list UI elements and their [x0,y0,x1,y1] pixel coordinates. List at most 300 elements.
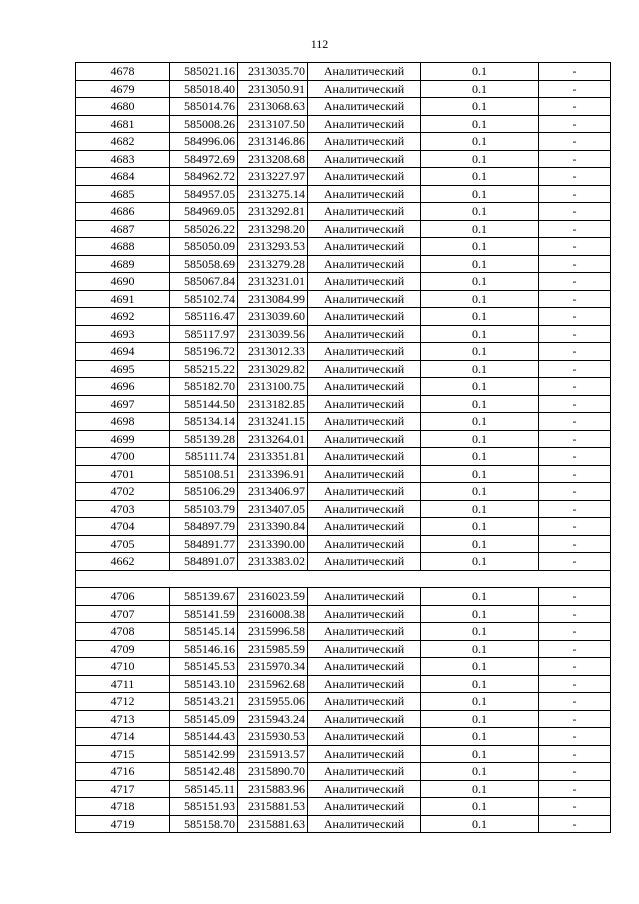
note-cell: - [539,255,611,273]
y-coordinate-cell: 2315970.34 [238,658,308,676]
note-cell: - [539,325,611,343]
accuracy-cell: 0.1 [421,745,539,763]
coordinates-table [75,62,611,833]
y-coordinate-cell: 2315996.58 [238,623,308,641]
table-row [76,290,611,308]
table-row [76,378,611,396]
accuracy-cell: 0.1 [421,693,539,711]
x-coordinate-cell: 585142.99 [170,745,238,763]
table-row [76,465,611,483]
x-coordinate-cell: 584972.69 [170,150,238,168]
x-coordinate-cell: 585058.69 [170,255,238,273]
x-coordinate-cell: 585139.28 [170,430,238,448]
table-row [76,483,611,501]
x-coordinate-cell: 585111.74 [170,448,238,466]
y-coordinate-cell: 2313227.97 [238,168,308,186]
method-cell: Аналитический [308,255,421,273]
y-coordinate-cell: 2313068.63 [238,98,308,116]
method-cell: Аналитический [308,588,421,606]
y-coordinate-cell: 2315985.59 [238,640,308,658]
point-id-cell: 4701 [76,465,170,483]
note-cell: - [539,115,611,133]
point-id-cell: 4711 [76,675,170,693]
method-cell: Аналитический [308,115,421,133]
table-row [76,255,611,273]
method-cell: Аналитический [308,378,421,396]
note-cell: - [539,780,611,798]
x-coordinate-cell: 585067.84 [170,273,238,291]
y-coordinate-cell: 2313279.28 [238,255,308,273]
note-cell: - [539,63,611,81]
method-cell: Аналитический [308,763,421,781]
point-id-cell: 4699 [76,430,170,448]
table-row [76,815,611,833]
table-row [76,115,611,133]
accuracy-cell: 0.1 [421,448,539,466]
point-id-cell: 4707 [76,605,170,623]
point-id-cell: 4688 [76,238,170,256]
method-cell: Аналитический [308,185,421,203]
accuracy-cell: 0.1 [421,588,539,606]
method-cell: Аналитический [308,80,421,98]
y-coordinate-cell: 2313293.53 [238,238,308,256]
x-coordinate-cell: 585018.40 [170,80,238,98]
y-coordinate-cell: 2313084.99 [238,290,308,308]
method-cell: Аналитический [308,693,421,711]
accuracy-cell: 0.1 [421,80,539,98]
x-coordinate-cell: 585102.74 [170,290,238,308]
method-cell: Аналитический [308,448,421,466]
note-cell: - [539,203,611,221]
y-coordinate-cell: 2313407.05 [238,500,308,518]
accuracy-cell: 0.1 [421,255,539,273]
x-coordinate-cell: 585145.14 [170,623,238,641]
y-coordinate-cell: 2313208.68 [238,150,308,168]
y-coordinate-cell: 2313107.50 [238,115,308,133]
y-coordinate-cell: 2315890.70 [238,763,308,781]
x-coordinate-cell: 584891.07 [170,553,238,571]
table-row [76,238,611,256]
point-id-cell: 4718 [76,798,170,816]
table-row [76,395,611,413]
point-id-cell: 4687 [76,220,170,238]
note-cell: - [539,465,611,483]
table-row [76,780,611,798]
accuracy-cell: 0.1 [421,518,539,536]
x-coordinate-cell: 585008.26 [170,115,238,133]
note-cell: - [539,518,611,536]
accuracy-cell: 0.1 [421,675,539,693]
y-coordinate-cell: 2313182.85 [238,395,308,413]
x-coordinate-cell: 585116.47 [170,308,238,326]
point-id-cell: 4713 [76,710,170,728]
method-cell: Аналитический [308,395,421,413]
note-cell: - [539,133,611,151]
table-row [76,273,611,291]
note-cell: - [539,605,611,623]
table-row [76,150,611,168]
table-row [76,63,611,81]
method-cell: Аналитический [308,535,421,553]
table-row [76,553,611,571]
table-row [76,308,611,326]
note-cell: - [539,535,611,553]
x-coordinate-cell: 584891.77 [170,535,238,553]
table-row [76,588,611,606]
note-cell: - [539,553,611,571]
point-id-cell: 4700 [76,448,170,466]
accuracy-cell: 0.1 [421,115,539,133]
x-coordinate-cell: 585151.93 [170,798,238,816]
method-cell: Аналитический [308,623,421,641]
note-cell: - [539,728,611,746]
point-id-cell: 4689 [76,255,170,273]
x-coordinate-cell: 584996.06 [170,133,238,151]
x-coordinate-cell: 585158.70 [170,815,238,833]
x-coordinate-cell: 585142.48 [170,763,238,781]
accuracy-cell: 0.1 [421,413,539,431]
accuracy-cell: 0.1 [421,273,539,291]
accuracy-cell: 0.1 [421,815,539,833]
note-cell: - [539,273,611,291]
note-cell: - [539,395,611,413]
x-coordinate-cell: 584969.05 [170,203,238,221]
point-id-cell: 4706 [76,588,170,606]
x-coordinate-cell: 585021.16 [170,63,238,81]
y-coordinate-cell: 2313100.75 [238,378,308,396]
method-cell: Аналитический [308,465,421,483]
x-coordinate-cell: 585106.29 [170,483,238,501]
table-row [76,745,611,763]
x-coordinate-cell: 584962.72 [170,168,238,186]
method-cell: Аналитический [308,518,421,536]
table-row [76,203,611,221]
method-cell: Аналитический [308,203,421,221]
coordinates-table-body [76,63,611,833]
accuracy-cell: 0.1 [421,360,539,378]
point-id-cell: 4712 [76,693,170,711]
y-coordinate-cell: 2313231.01 [238,273,308,291]
point-id-cell: 4719 [76,815,170,833]
x-coordinate-cell: 585050.09 [170,238,238,256]
method-cell: Аналитический [308,710,421,728]
x-coordinate-cell: 585196.72 [170,343,238,361]
accuracy-cell: 0.1 [421,465,539,483]
table-row [76,658,611,676]
point-id-cell: 4662 [76,553,170,571]
point-id-cell: 4710 [76,658,170,676]
x-coordinate-cell: 585108.51 [170,465,238,483]
method-cell: Аналитический [308,640,421,658]
x-coordinate-cell: 585143.21 [170,693,238,711]
y-coordinate-cell: 2316008.38 [238,605,308,623]
y-coordinate-cell: 2315883.96 [238,780,308,798]
note-cell: - [539,80,611,98]
accuracy-cell: 0.1 [421,780,539,798]
y-coordinate-cell: 2313275.14 [238,185,308,203]
note-cell: - [539,658,611,676]
method-cell: Аналитический [308,133,421,151]
method-cell: Аналитический [308,658,421,676]
y-coordinate-cell: 2316023.59 [238,588,308,606]
table-row [76,343,611,361]
y-coordinate-cell: 2313396.91 [238,465,308,483]
table-row [76,693,611,711]
point-id-cell: 4704 [76,518,170,536]
x-coordinate-cell: 585026.22 [170,220,238,238]
note-cell: - [539,360,611,378]
method-cell: Аналитический [308,290,421,308]
y-coordinate-cell: 2313351.81 [238,448,308,466]
table-row [76,798,611,816]
method-cell: Аналитический [308,675,421,693]
y-coordinate-cell: 2313146.86 [238,133,308,151]
method-cell: Аналитический [308,325,421,343]
method-cell: Аналитический [308,500,421,518]
y-coordinate-cell: 2313241.15 [238,413,308,431]
accuracy-cell: 0.1 [421,710,539,728]
point-id-cell: 4693 [76,325,170,343]
accuracy-cell: 0.1 [421,798,539,816]
table-row [76,675,611,693]
point-id-cell: 4714 [76,728,170,746]
point-id-cell: 4680 [76,98,170,116]
accuracy-cell: 0.1 [421,640,539,658]
table-row [76,220,611,238]
page-number: 112 [310,37,329,51]
method-cell: Аналитический [308,745,421,763]
point-id-cell: 4690 [76,273,170,291]
method-cell: Аналитический [308,605,421,623]
note-cell: - [539,640,611,658]
accuracy-cell: 0.1 [421,290,539,308]
method-cell: Аналитический [308,815,421,833]
point-id-cell: 4679 [76,80,170,98]
point-id-cell: 4697 [76,395,170,413]
y-coordinate-cell: 2313050.91 [238,80,308,98]
point-id-cell: 4692 [76,308,170,326]
y-coordinate-cell: 2315962.68 [238,675,308,693]
accuracy-cell: 0.1 [421,325,539,343]
table-row [76,448,611,466]
table-row [76,623,611,641]
method-cell: Аналитический [308,553,421,571]
table-row [76,640,611,658]
accuracy-cell: 0.1 [421,220,539,238]
section-separator-cell [76,570,611,588]
y-coordinate-cell: 2313039.56 [238,325,308,343]
accuracy-cell: 0.1 [421,763,539,781]
x-coordinate-cell: 585146.16 [170,640,238,658]
x-coordinate-cell: 584957.05 [170,185,238,203]
method-cell: Аналитический [308,63,421,81]
note-cell: - [539,483,611,501]
accuracy-cell: 0.1 [421,168,539,186]
y-coordinate-cell: 2315955.06 [238,693,308,711]
note-cell: - [539,378,611,396]
point-id-cell: 4702 [76,483,170,501]
accuracy-cell: 0.1 [421,133,539,151]
point-id-cell: 4698 [76,413,170,431]
note-cell: - [539,185,611,203]
x-coordinate-cell: 585143.10 [170,675,238,693]
accuracy-cell: 0.1 [421,535,539,553]
y-coordinate-cell: 2313039.60 [238,308,308,326]
point-id-cell: 4708 [76,623,170,641]
accuracy-cell: 0.1 [421,605,539,623]
accuracy-cell: 0.1 [421,185,539,203]
y-coordinate-cell: 2313390.84 [238,518,308,536]
point-id-cell: 4683 [76,150,170,168]
accuracy-cell: 0.1 [421,238,539,256]
note-cell: - [539,710,611,728]
x-coordinate-cell: 585139.67 [170,588,238,606]
accuracy-cell: 0.1 [421,63,539,81]
table-row [76,185,611,203]
x-coordinate-cell: 585141.59 [170,605,238,623]
table-row [76,325,611,343]
y-coordinate-cell: 2315913.57 [238,745,308,763]
point-id-cell: 4705 [76,535,170,553]
note-cell: - [539,220,611,238]
table-row [76,763,611,781]
method-cell: Аналитический [308,150,421,168]
method-cell: Аналитический [308,780,421,798]
method-cell: Аналитический [308,238,421,256]
point-id-cell: 4694 [76,343,170,361]
accuracy-cell: 0.1 [421,658,539,676]
y-coordinate-cell: 2315930.53 [238,728,308,746]
y-coordinate-cell: 2313264.01 [238,430,308,448]
x-coordinate-cell: 585103.79 [170,500,238,518]
note-cell: - [539,675,611,693]
y-coordinate-cell: 2313298.20 [238,220,308,238]
x-coordinate-cell: 584897.79 [170,518,238,536]
note-cell: - [539,150,611,168]
point-id-cell: 4678 [76,63,170,81]
table-row [76,518,611,536]
point-id-cell: 4715 [76,745,170,763]
table-row [76,535,611,553]
x-coordinate-cell: 585182.70 [170,378,238,396]
point-id-cell: 4696 [76,378,170,396]
note-cell: - [539,588,611,606]
y-coordinate-cell: 2313029.82 [238,360,308,378]
x-coordinate-cell: 585145.09 [170,710,238,728]
y-coordinate-cell: 2315881.63 [238,815,308,833]
method-cell: Аналитический [308,430,421,448]
x-coordinate-cell: 585145.11 [170,780,238,798]
note-cell: - [539,745,611,763]
table-row [76,430,611,448]
note-cell: - [539,623,611,641]
note-cell: - [539,815,611,833]
note-cell: - [539,430,611,448]
accuracy-cell: 0.1 [421,483,539,501]
accuracy-cell: 0.1 [421,553,539,571]
x-coordinate-cell: 585134.14 [170,413,238,431]
accuracy-cell: 0.1 [421,203,539,221]
table-row [76,98,611,116]
y-coordinate-cell: 2313390.00 [238,535,308,553]
x-coordinate-cell: 585215.22 [170,360,238,378]
point-id-cell: 4716 [76,763,170,781]
point-id-cell: 4703 [76,500,170,518]
table-row [76,413,611,431]
y-coordinate-cell: 2313383.02 [238,553,308,571]
method-cell: Аналитический [308,273,421,291]
accuracy-cell: 0.1 [421,395,539,413]
point-id-cell: 4717 [76,780,170,798]
method-cell: Аналитический [308,220,421,238]
table-row [76,80,611,98]
accuracy-cell: 0.1 [421,500,539,518]
note-cell: - [539,763,611,781]
point-id-cell: 4695 [76,360,170,378]
method-cell: Аналитический [308,168,421,186]
table-row [76,728,611,746]
accuracy-cell: 0.1 [421,378,539,396]
accuracy-cell: 0.1 [421,728,539,746]
accuracy-cell: 0.1 [421,150,539,168]
point-id-cell: 4686 [76,203,170,221]
table-row [76,710,611,728]
y-coordinate-cell: 2315943.24 [238,710,308,728]
y-coordinate-cell: 2313292.81 [238,203,308,221]
y-coordinate-cell: 2313406.97 [238,483,308,501]
method-cell: Аналитический [308,728,421,746]
table-row [76,168,611,186]
method-cell: Аналитический [308,343,421,361]
table-row [76,605,611,623]
method-cell: Аналитический [308,483,421,501]
accuracy-cell: 0.1 [421,343,539,361]
method-cell: Аналитический [308,360,421,378]
note-cell: - [539,308,611,326]
note-cell: - [539,693,611,711]
x-coordinate-cell: 585014.76 [170,98,238,116]
accuracy-cell: 0.1 [421,623,539,641]
accuracy-cell: 0.1 [421,308,539,326]
point-id-cell: 4685 [76,185,170,203]
accuracy-cell: 0.1 [421,430,539,448]
x-coordinate-cell: 585117.97 [170,325,238,343]
point-id-cell: 4691 [76,290,170,308]
note-cell: - [539,500,611,518]
method-cell: Аналитический [308,413,421,431]
note-cell: - [539,798,611,816]
note-cell: - [539,98,611,116]
table-row [76,500,611,518]
method-cell: Аналитический [308,98,421,116]
y-coordinate-cell: 2313035.70 [238,63,308,81]
note-cell: - [539,168,611,186]
note-cell: - [539,413,611,431]
x-coordinate-cell: 585144.50 [170,395,238,413]
y-coordinate-cell: 2313012.33 [238,343,308,361]
y-coordinate-cell: 2315881.53 [238,798,308,816]
section-separator-row [76,570,611,588]
note-cell: - [539,290,611,308]
method-cell: Аналитический [308,308,421,326]
x-coordinate-cell: 585145.53 [170,658,238,676]
point-id-cell: 4709 [76,640,170,658]
note-cell: - [539,343,611,361]
point-id-cell: 4681 [76,115,170,133]
point-id-cell: 4684 [76,168,170,186]
point-id-cell: 4682 [76,133,170,151]
table-row [76,133,611,151]
